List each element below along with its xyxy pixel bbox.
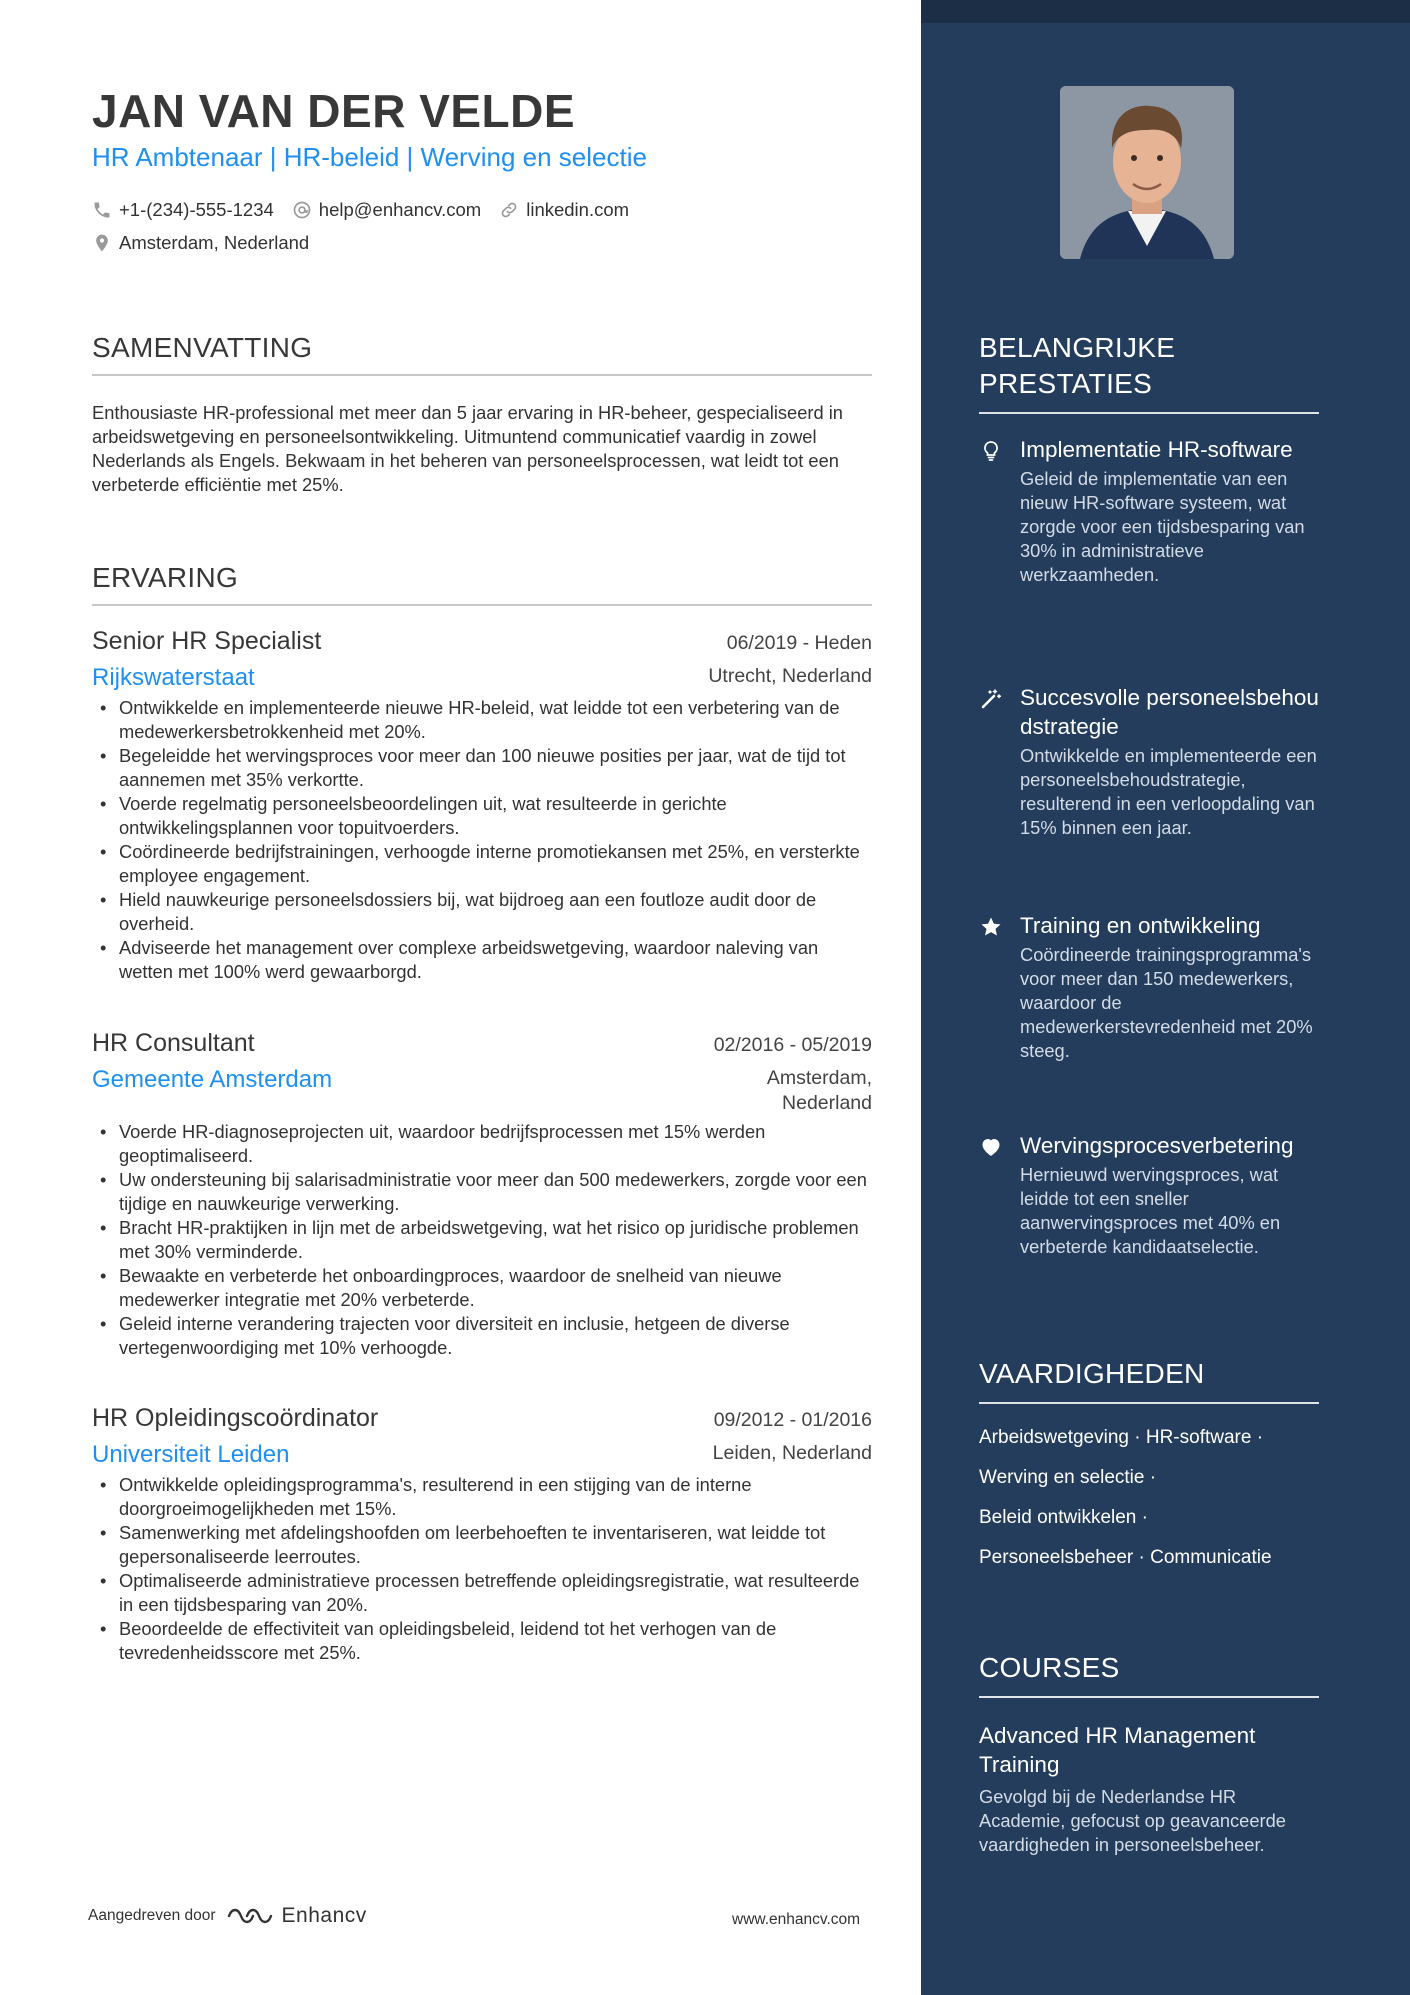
contact-linkedin[interactable] xyxy=(499,199,629,221)
location-pin-icon xyxy=(92,233,112,253)
job-date: 02/2016 - 05/2019 xyxy=(713,1034,872,1056)
achievement-desc: Geleid de implementatie van een nieuw HR-software systeem, wat zorgde voor een tijdsbesparing van 30% in administratieve werkzaamheden. xyxy=(1020,468,1305,585)
job-bullet: • Beoordeelde de effectiviteit van opleidingsbeleid, leidend tot het verhogen van de tevredenheidsscore met 25%. xyxy=(92,1617,872,1665)
courses-heading: COURSES xyxy=(979,1650,1319,1698)
job-title: HR Opleidingscoördinator xyxy=(92,1404,379,1432)
magic-wand-icon xyxy=(979,687,1003,711)
location-text: Amsterdam, Nederland xyxy=(119,232,310,253)
phone-icon xyxy=(92,200,112,220)
achievement-title: Implementatie HR-software xyxy=(1020,437,1293,462)
footer-branding[interactable] xyxy=(88,1903,367,1929)
job-bullet: • Uw ondersteuning bij salarisadministratie voor meer dan 500 medewerkers, zorgde voor een tijdige en nauwkeurige verwerking. xyxy=(92,1168,872,1216)
contact-email[interactable] xyxy=(292,199,481,221)
job-bullet: • Voerde HR-diagnoseprojecten uit, waardoor bedrijfsprocessen met 15% werden geoptimaliseerd. xyxy=(92,1120,872,1168)
achievement-title: Wervingsprocesverbetering xyxy=(1020,1133,1294,1158)
achievement-title: Succesvolle personeelsbehoudstrategie xyxy=(1020,685,1319,739)
job-location-line: Amsterdam, xyxy=(766,1067,872,1089)
skill-line: Personeelsbeheer · Communicatie xyxy=(979,1547,1272,1568)
achievement-item xyxy=(979,435,1319,587)
enhancv-logo-icon xyxy=(226,1903,274,1929)
candidate-tagline: HR Ambtenaar | HR-beleid | Werving en selectie xyxy=(92,142,647,172)
profile-photo xyxy=(1060,86,1234,259)
contact-location xyxy=(92,232,309,254)
achievement-item xyxy=(979,1131,1319,1259)
sidebar xyxy=(921,0,1410,1995)
achievement-desc: Ontwikkelde en implementeerde een personeelsbehoudstrategie, resulterend in een verloopdaling van 15% binnen een jaar. xyxy=(1020,745,1317,838)
achievement-item xyxy=(979,683,1319,840)
brand-name: Enhancv xyxy=(281,1904,367,1927)
job-company[interactable]: Rijkswaterstaat xyxy=(92,664,255,691)
heart-icon xyxy=(979,1135,1003,1159)
job-bullets xyxy=(92,1473,872,1665)
at-icon xyxy=(292,200,312,220)
achievement-item xyxy=(979,911,1319,1063)
skill-line: Arbeidswetgeving · HR-software · xyxy=(979,1427,1264,1448)
job-bullet: • Coördineerde bedrijfstrainingen, verhoogde interne promotiekansen met 25%, en versterkte employee engagement. xyxy=(92,840,872,888)
achievements-heading-line: BELANGRIJKE xyxy=(979,332,1176,363)
lightbulb-icon xyxy=(979,439,1003,463)
job-entry xyxy=(92,627,872,984)
powered-by-label: Aangedreven door xyxy=(88,1907,216,1924)
achievements-heading-line: PRESTATIES xyxy=(979,368,1153,399)
candidate-name: JAN VAN DER VELDE xyxy=(92,85,576,137)
job-company[interactable]: Universiteit Leiden xyxy=(92,1441,290,1468)
job-title: HR Consultant xyxy=(92,1029,255,1057)
linkedin-text: linkedin.com xyxy=(526,199,630,220)
skill-line: Beleid ontwikkelen · xyxy=(979,1507,1148,1528)
job-bullet: • Bracht HR-praktijken in lijn met de arbeidswetgeving, wat het risico op juridische problemen met 30% verminderde. xyxy=(92,1216,872,1264)
job-entry xyxy=(92,1029,872,1360)
link-icon xyxy=(499,200,519,220)
job-title: Senior HR Specialist xyxy=(92,627,322,655)
skills-heading: VAARDIGHEDEN xyxy=(979,1356,1319,1404)
job-location-line: Nederland xyxy=(782,1092,872,1114)
job-location: Utrecht, Nederland xyxy=(708,665,872,687)
job-bullet: • Hield nauwkeurige personeelsdossiers bij, wat bijdroeg aan een foutloze audit door de overheid. xyxy=(92,888,872,936)
job-bullet: • Ontwikkelde en implementeerde nieuwe HR-beleid, wat leidde tot een verbetering van de medewerkersbetrokkenheid met 20%. xyxy=(92,696,872,744)
job-bullet: • Samenwerking met afdelingshoofden om leerbehoeften te inventariseren, wat leidde tot gepersonaliseerde leerroutes. xyxy=(92,1521,872,1569)
summary-heading: SAMENVATTING xyxy=(92,332,872,376)
summary-text: Enthousiaste HR-professional met meer dan 5 jaar ervaring in HR-beheer, gespecialiseerd in arbeidswetgeving en personeelsontwikkeling. Uitmuntend communicatief vaardig in zowel Nederlands als Engels. Bekwaam in het beheren van personeelsprocessen, wat leidt tot een verbeterde efficiëntie met 25%. xyxy=(92,402,843,495)
job-location: Leiden, Nederland xyxy=(712,1442,872,1464)
experience-heading: ERVARING xyxy=(92,562,872,606)
job-bullets xyxy=(92,696,872,984)
job-company[interactable]: Gemeente Amsterdam xyxy=(92,1066,333,1093)
skill-line: Werving en selectie · xyxy=(979,1467,1157,1488)
course-desc: Gevolgd bij de Nederlandse HR Academie, gefocust op geavanceerde vaardigheden in personeelsbeheer. xyxy=(979,1786,1286,1855)
job-location xyxy=(767,1066,872,1116)
job-bullet: • Ontwikkelde opleidingsprogramma's, resulterend in een stijging van de interne doorgroeimogelijkheden met 15%. xyxy=(92,1473,872,1521)
email-text: help@enhancv.com xyxy=(318,199,482,220)
job-bullet: • Optimaliseerde administratieve processen betreffende opleidingsregistratie, wat resulteerde in een tijdsbesparing van 20%. xyxy=(92,1569,872,1617)
job-bullet: • Adviseerde het management over complexe arbeidswetgeving, waardoor naleving van wetten met 100% werd gewaarborgd. xyxy=(92,936,872,984)
achievements-heading xyxy=(979,330,1319,414)
course-title: Advanced HR Management Training xyxy=(979,1723,1256,1777)
job-bullets xyxy=(92,1120,872,1360)
job-bullet: • Voerde regelmatig personeelsbeoordelingen uit, wat resulteerde in gerichte ontwikkelingsplannen voor topuitvoerders. xyxy=(92,792,872,840)
job-date: 09/2012 - 01/2016 xyxy=(713,1409,872,1431)
avatar-image xyxy=(1060,86,1234,259)
job-entry xyxy=(92,1404,872,1665)
star-icon xyxy=(979,915,1003,939)
job-date: 06/2019 - Heden xyxy=(726,632,872,654)
footer-url[interactable]: www.enhancv.com xyxy=(732,1911,861,1928)
job-bullet: • Begeleidde het wervingsproces voor meer dan 100 nieuwe posities per jaar, wat de tijd tot aannemen met 35% verkortte. xyxy=(92,744,872,792)
contact-phone[interactable] xyxy=(92,199,274,221)
achievement-title: Training en ontwikkeling xyxy=(1020,913,1261,938)
job-bullet: • Bewaakte en verbeterde het onboardingproces, waardoor de snelheid van nieuwe medewerker integratie met 20% verbeterde. xyxy=(92,1264,872,1312)
job-bullet: • Geleid interne verandering trajecten voor diversiteit en inclusie, hetgeen de diverse vertegenwoordiging met 10% verhoogde. xyxy=(92,1312,872,1360)
sidebar-top-bar xyxy=(921,0,1410,23)
achievement-desc: Hernieuwd wervingsproces, wat leidde tot een sneller aanwervingsproces met 40% en verbeterde kandidaatselectie. xyxy=(1020,1164,1281,1257)
achievement-desc: Coördineerde trainingsprogramma's voor meer dan 150 medewerkers, waardoor de medewerkerstevredenheid met 20% steeg. xyxy=(1020,944,1313,1061)
contact-info xyxy=(92,197,872,263)
phone-text: +1-(234)-555-1234 xyxy=(119,199,274,220)
